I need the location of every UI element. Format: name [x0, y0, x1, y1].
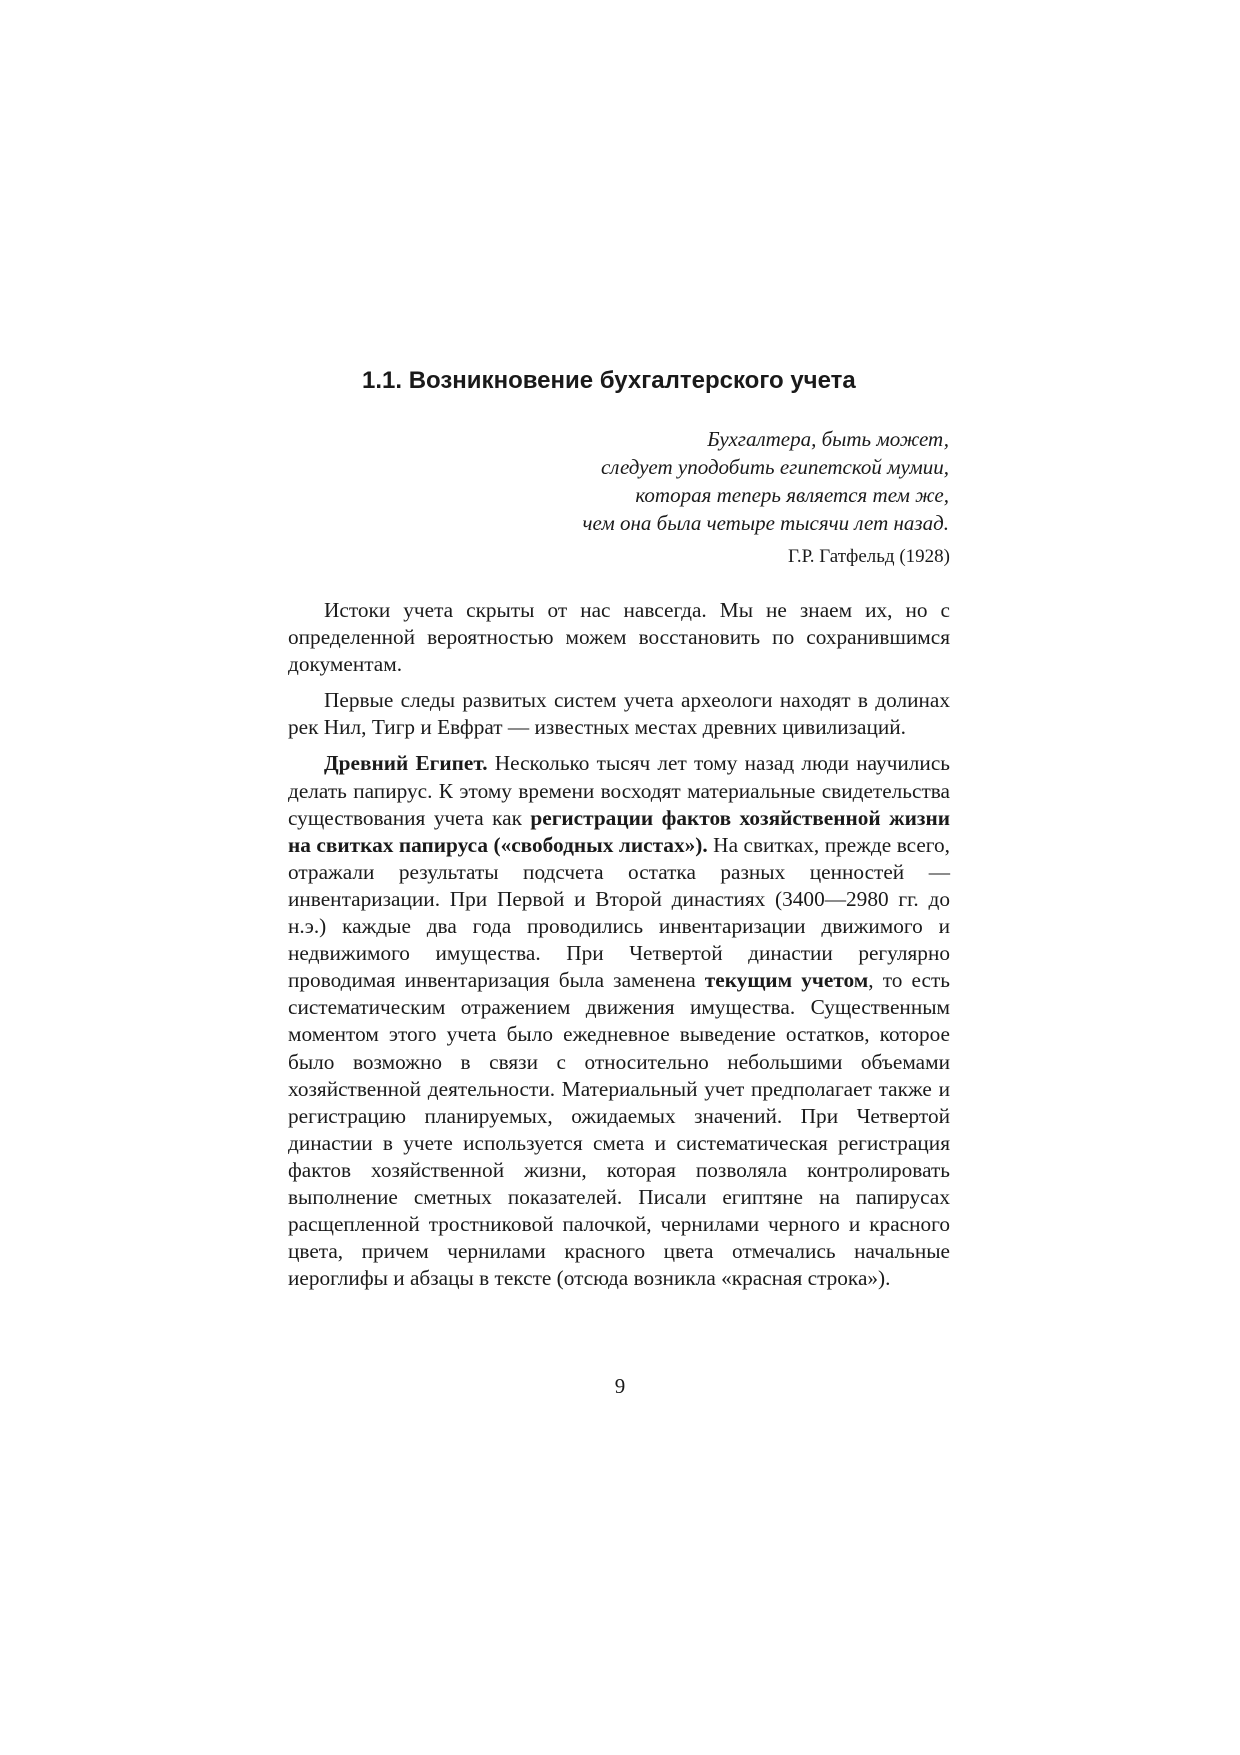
paragraph-text: , то есть систематическим отражением движения имущества. Существенным моментом этого учета было ежедневное выведение остатков, которое было возможно в связи с относительно небольшими объемами хозяйственной деятельности. Материальный учет предполагает также и регистрацию планируемых, ожидаемых значений. При Четвертой династии в учете используется смета и систематическая регистрация фактов хозяйственной жизни, которая позволяла контролировать выполнение сметных показателей. Писали египтяне на папирусах расщепленной тростниковой палочкой, чернилами черного и красного цвета, причем чернилами красного цвета отмечались начальные иероглифы и абзацы в тексте (отсюда возникла «красная строка»).: [288, 968, 950, 1291]
paragraph-ancient-egypt: [288, 750, 950, 1292]
epigraph-author: Г.Р. Гатфельд (1928): [787, 546, 950, 567]
page-number: 9: [614, 1374, 626, 1398]
epigraph-line: чем она была четыре тысячи лет назад.: [582, 511, 949, 535]
section-title: 1.1. Возникновение бухгалтерского учета: [362, 367, 856, 394]
epigraph-line: Бухгалтера, быть может,: [707, 427, 949, 451]
bold-term: текущим учетом: [704, 968, 869, 993]
body-text: [288, 597, 950, 1301]
paragraph-lead-heading: Древний Египет.: [324, 751, 488, 776]
paragraph-origins: Истоки учета скрыты от нас навсегда. Мы не знаем их, но с определенной вероятностью можем восстановить по сохранившимся документам.: [288, 598, 950, 677]
epigraph: [420, 425, 949, 537]
bold-term: регистрации фактов хозяйственной жизни на свитках папируса («свободных листах»).: [288, 805, 950, 857]
paragraph-text: На свитках, прежде всего, отражали результаты подсчета остатка разных ценностей — инвентаризации. При Первой и Второй династиях (3400—2980 гг. до н.э.) каждые два года проводились инвентаризации движимого и недвижимого имущества. При Четвертой династии регулярно проводимая инвентаризация была заменена: [288, 832, 950, 993]
epigraph-line: которая теперь является тем же,: [635, 483, 949, 507]
paragraph-first-traces: Первые следы развитых систем учета археологи находят в долинах рек Нил, Тигр и Евфрат — известных местах древних цивилизаций.: [288, 688, 950, 740]
epigraph-line: следует уподобить египетской мумии,: [600, 455, 949, 479]
paragraph-text: Несколько тысяч лет тому назад люди научились делать папирус. К этому времени восходят материальные свидетельства существования учета как: [288, 751, 950, 830]
